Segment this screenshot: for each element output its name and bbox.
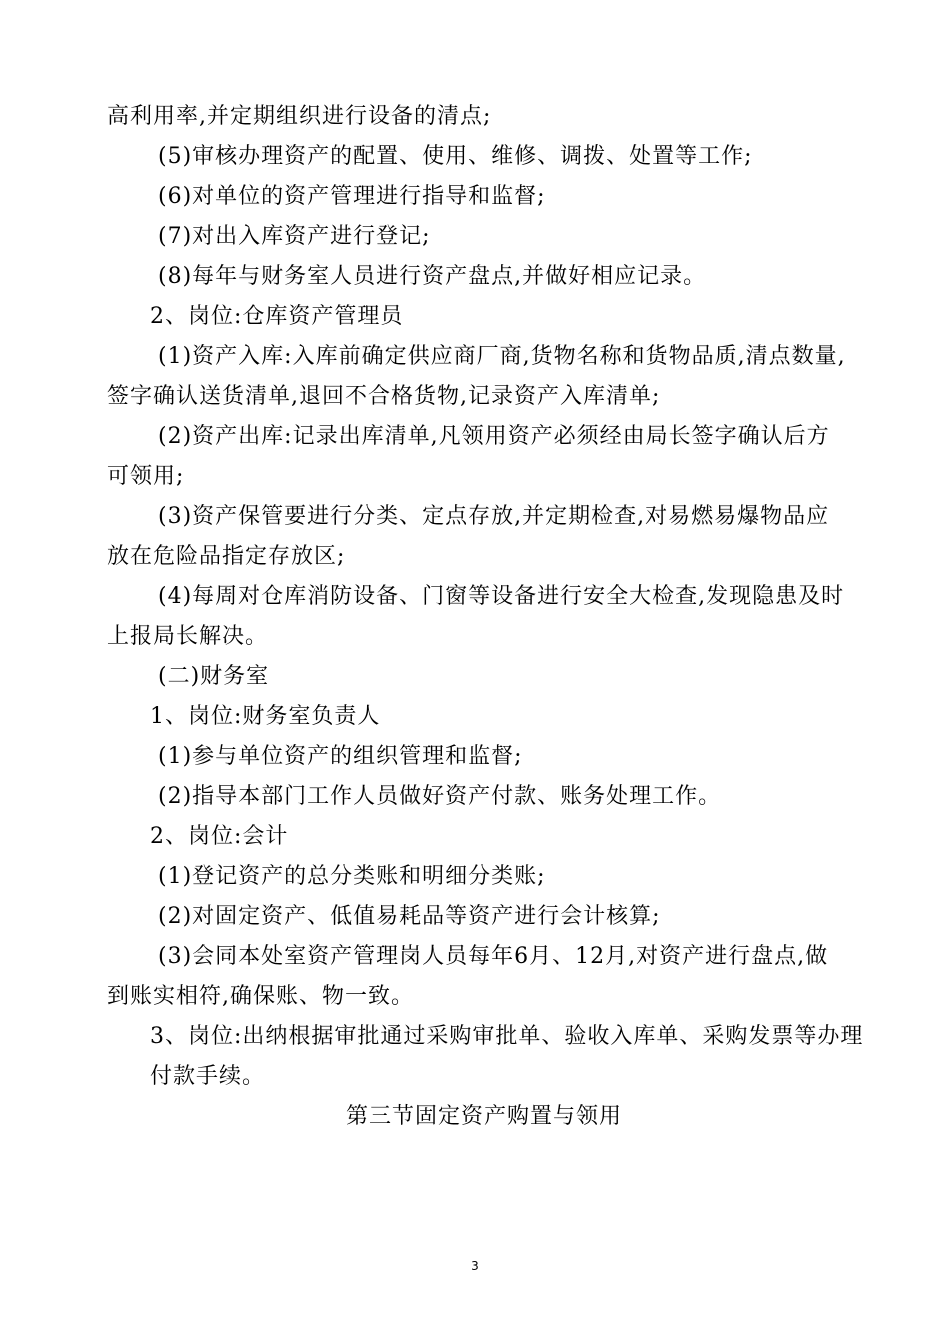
text-line: (2)对固定资产、低值易耗品等资产进行会计核算;: [158, 904, 661, 929]
page-number: 3: [471, 1259, 479, 1273]
section-heading: 2、岗位:仓库资产管理员: [150, 304, 404, 329]
text-line: (3)会同本处室资产管理岗人员每年6月、12月,对资产进行盘点,做: [158, 944, 829, 969]
text-line: (1)参与单位资产的组织管理和监督;: [158, 744, 523, 769]
section-heading: (二)财务室: [158, 664, 270, 689]
text-line: (1)登记资产的总分类账和明细分类账;: [158, 864, 546, 889]
text-line: 放在危险品指定存放区;: [107, 544, 346, 569]
text-line: 到账实相符,确保账、物一致。: [107, 984, 414, 1009]
text-line: (6)对单位的资产管理进行指导和监督;: [158, 184, 546, 209]
text-line: 可领用;: [107, 464, 185, 489]
text-line: (4)每周对仓库消防设备、门窗等设备进行安全大检查,发现隐患及时: [158, 584, 845, 609]
text-line: 签字确认送货清单,退回不合格货物,记录资产入库清单;: [107, 384, 661, 409]
text-line: 高利用率,并定期组织进行设备的清点;: [107, 104, 492, 129]
text-line: (2)指导本部门工作人员做好资产付款、账务处理工作。: [158, 784, 722, 809]
section-heading: 1、岗位:财务室负责人: [150, 704, 381, 729]
text-line: 付款手续。: [150, 1064, 266, 1089]
section-heading: 3、岗位:出纳根据审批通过采购审批单、验收入库单、采购发票等办理: [150, 1024, 864, 1049]
text-line: (2)资产出库:记录出库清单,凡领用资产必须经由局长签字确认后方: [158, 424, 830, 449]
text-line: (7)对出入库资产进行登记;: [158, 224, 431, 249]
text-line: (5)审核办理资产的配置、使用、维修、调拨、处置等工作;: [158, 144, 753, 169]
section-heading: 2、岗位:会计: [150, 824, 289, 849]
text-line: 上报局长解决。: [107, 624, 269, 649]
text-line: (8)每年与财务室人员进行资产盘点,并做好相应记录。: [158, 264, 707, 289]
chapter-title: 第三节固定资产购置与领用: [346, 1104, 623, 1129]
text-line: (3)资产保管要进行分类、定点存放,并定期检查,对易燃易爆物品应: [158, 504, 830, 529]
text-line: (1)资产入库:入库前确定供应商厂商,货物名称和货物品质,清点数量,: [158, 344, 846, 369]
